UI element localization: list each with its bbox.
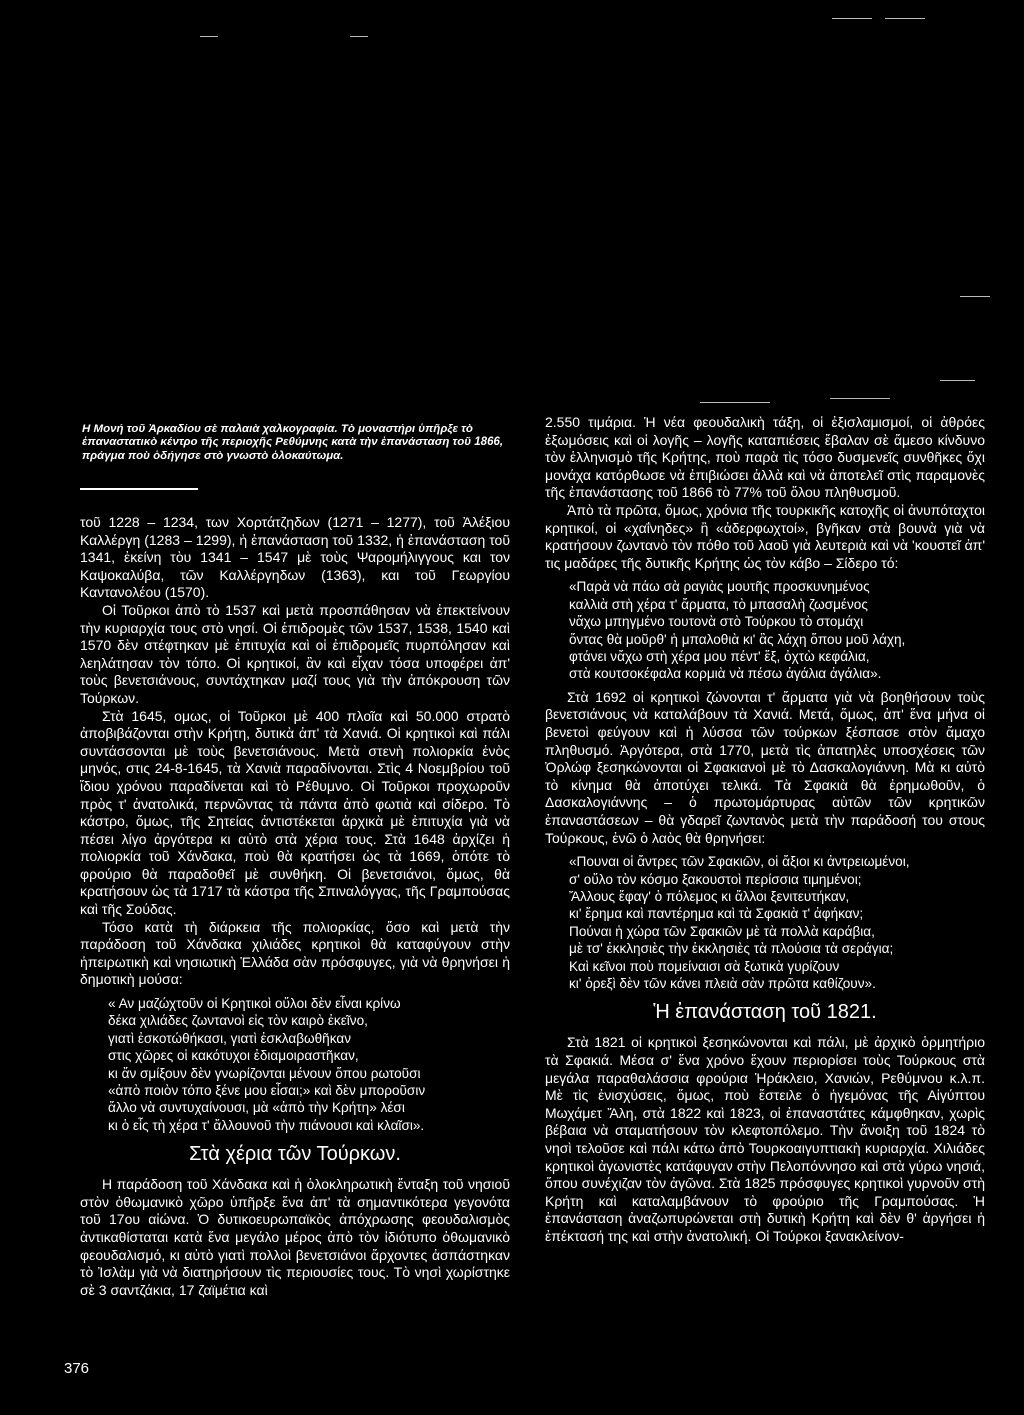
poem-line: Πούναι ἡ χώρα τῶν Σφακιῶν μὲ τὰ πολλὰ καράβια, [569,923,875,939]
poem-line: δέκα χιλιάδες ζωντανοὶ εἰς τὸν καιρὸ ἐκεῖνο, [108,1013,368,1029]
paragraph: Στὰ 1645, ομως, οἱ Τοῦρκοι μὲ 400 πλοῖα καὶ 50.000 στρατὸ ἀποβιβάζονται στὴν Κρήτη, δυτικὰ ἀπ' τὰ Χανιά. Οἱ κρητικοὶ καὶ πάλι συντάσσονται μὲ τοὺς βενετσιάνους. Μετὰ στενὴ πολιορκία ἑνὸς μηνός, στις 24-8-1645, τὰ Χανιὰ παραδίνονται. Στὶς 4 Νοεμβρίου τοῦ ἴδιου χρόνου παραδίνεται καὶ τὸ Ρέθυμνο. Οἱ Τοῦρκοι προχωροῦν πρὸς τ' ἀνατολικά, περνῶντας τὰ πάντα ἀπὸ φωτιὰ καὶ σίδερο. Τὸ κάστρο, ὅμως, τῆς Σητείας ἀντιστέκεται ἀρχικὰ μὲ ἐπιτυχία γιὰ νὰ πέσει λίγο ἀργότερα κι αὐτὸ στὰ χέρια τους. Στὰ 1648 ἀρχίζει ἡ πολιορκία τοῦ Χάνδακα, ποὺ θὰ κρατήσει ὡς τὰ 1669, ὁπότε τὸ φρούριο θὰ παραδοθεῖ μὲ συνθήκη. Οἱ βενετσιάνοι, ὅμως, θὰ κρατήσουν ὡς τὰ 1717 τὰ κάστρα τῆς Σπιναλόγγας, τῆς Γραμπούσας καὶ τῆς Σούδας. [80,707,510,918]
scan-mark [960,296,990,297]
right-column [545,414,985,1246]
folk-poem [569,578,985,682]
poem-line: «ἀπὸ ποιὸν τόπο ξένε μου εἶσαι;» καὶ δὲν μποροῦσιν [108,1083,426,1099]
scan-mark [350,36,368,37]
scan-mark [700,402,770,403]
poem-line: γιατὶ ἐσκοτώθήκασι, γιατὶ ἐσκλαβωθῆκαν [108,1030,352,1046]
folk-poem [108,995,510,1134]
poem-line: νἄχω μπηγμένο τουτονὰ στὸ Τούρκου τὸ στομάχι [569,614,864,630]
scan-mark [885,18,925,19]
scan-mark [940,380,975,381]
poem-line: φτάνει νἄχω στὴ χέρα μου πέντ' ἕξ, ὀχτὼ κεφάλια, [569,648,870,664]
poem-line: Καὶ κεῖνοι ποὺ πομείναισι σὰ ξωτικὰ γυρίζουν [569,958,840,974]
section-heading: Στὰ χέρια τῶν Τούρκων. [189,1143,401,1166]
poem-line: κι' ἔρημα καὶ παντέρημα καὶ τὰ Σφακιὰ τ' ἀφήκαν; [569,906,864,922]
poem-line: καλλιὰ στὴ χέρα τ' ἄρματα, τὸ μπασαλὴ ζωσμένος [569,596,868,612]
poem-line: ἄλλο νὰ συντυχαίνουσι, μὰ «ἀπὸ τὴν Κρήτη» λέσι [108,1100,405,1116]
section-heading: Ἡ ἐπανάσταση τοῦ 1821. [653,1001,877,1024]
scan-mark [830,398,890,399]
paragraph: Στὰ 1821 οἱ κρητικοὶ ξεσηκώνονται καὶ πάλι, μὲ ἀρχικὸ ὁρμητήριο τὰ Σφακιά. Μέσα σ' ἕνα χρόνο ἔχουν περιορίσει τοὺς Τούρκους στὰ μεγάλα παραθαλάσσια φρούρια Ἡράκλειο, Χανιών, Ρεθύμνου κ.λ.π. Μὲ τὶς ἐνισχύσεις, ὅμως, ποὺ ἔστειλε ὁ ἡγεμόνας τῆς Αἰγύπτου Μωχάμετ Ἄλη, στὰ 1822 καὶ 1823, οἱ ἐπαναστάτες κάμφθηκαν, χωρὶς βέβαια νὰ σταματήσουν τὸν κλεφτοπόλεμο. Τὴν ἄνοιξη τοῦ 1824 τὸ νησὶ τελοῦσε καὶ πάλι κάτω ἀπὸ Τουρκοαιγυπτιακὴ κυριαρχία. Χιλιάδες κρητικοὶ ἀγωνιστὲς κατάφυγαν στὴν Πελοπόννησο καὶ στὰ γύρω νησιά, ὅπου συνέχιζαν τὸν ἀγῶνα. Στὰ 1825 πρόσφυγες κρητικοὶ γυρνοῦν στὴ Κρήτη καὶ καταλαμβάνουν τὸ φρούριο τῆς Γραμπούσας. Ἡ ἐπανάσταση ἀναζωπυρώνεται στὴ δυτικὴ Κρήτη καὶ δὲν θ' ἀργήσει ἡ ἐπέκτασή της καὶ στὴν ἀνατολική. Οἱ Τούρκοι ξανακλείνον- [545,1034,986,1244]
paragraph: τοῦ 1228 – 1234, των Χορτάτζηδων (1271 – 1277), τοῦ Ἀλέξιου Καλλέργη (1283 – 1299), ἡ ἐπανάσταση τοῦ 1332, ἡ ἐπανάσταση τοῦ 1341, ἐκείνη τὸυ 1341 – 1547 μὲ τοὺς Ψαρομήλιγγους και τον Καψοκαλύβα, τῶν Καλλέργηδων (1363), και τοῦ Γεωργίου Καντανολέου (1570). [80,514,510,601]
poem-line: κι ὁ εἷς τὴ χέρα τ' ἄλλουνοῦ τὴν πιάνουσι καὶ κλαῖσι». [108,1117,425,1133]
poem-line: στὰ κουτσοκέφαλα κορμιὰ νὰ πέσω ἀγάλια ἀγάλια». [569,666,882,682]
poem-line: κι' ὀρεξὶ δὲν τῶν κάνει πλειὰ σὰν πρῶτα καθίζουν». [569,975,876,991]
folk-poem [569,853,985,992]
figure-caption: Η Μονή τοῦ Ἀρκαδίου σὲ παλαιὰ χαλκογραφία. Τὸ μοναστήρι ὑπῆρξε τὸ ἐπαναστατικὸ κέντρο τῆς περιοχῆς Ρεθύμνης κατὰ τὴν ἐπανάσταση τοῦ 1866, πράγμα ποὺ ὁδήγησε στὸ γνωστὸ ὁλοκαύτωμα. [82,423,504,462]
paragraph: 2.550 τιμάρια. Ἡ νέα φεουδαλικὴ τάξη, οἱ ἐξισλαμισμοί, οἱ ἀθρόες ἐξωμόσεις καὶ οἱ λογῆς – λογῆς καταπιέσεις ἔβαλαν σὲ ἄμεσο κίνδυνο τὸν ἑλληνισμὸ τῆς Κρήτης, ποὺ παρὰ τὶς τόσο δυσμενεῖς συνθῆκες ὄχι μονάχα κατόρθωσε νὰ ἐπιβιώσει ἀλλὰ καὶ νὰ ἀποτελεῖ στὶς παραμονὲς τῆς ἐπανάστασης τοῦ 1866 τὸ 77% τοῦ ὅλου πληθυσμοῦ. [545,414,985,501]
scan-mark [832,18,872,19]
poem-line: ὄντας θὰ μοῦρθ' ἡ μπαλοθιὰ κι' ἂς λάχη ὅπου μοῦ λάχη, [569,631,906,647]
poem-line: Ἄλλους ἔφαγ' ὁ πόλεμος κι ἄλλοι ξενιτευτήκαν, [569,888,850,904]
paragraph: Ἀπὸ τὰ πρῶτα, ὅμως, χρόνια τῆς τουρκικῆς κατοχῆς οἱ ἀνυπόταχτοι κρητικοί, οἱ «χαΐνηδες» ἢ «ἀδερφωχτοί», βγῆκαν στὰ βουνὰ γιὰ νὰ κρατήσουν ζωντανὸ τὸν πόθο τοῦ λαοῦ γιὰ λευτεριὰ καὶ νὰ 'κουστεῖ ἀπ' τις μαδάρες τῆς δυτικῆς Κρήτης ὡς τὸν κάβο – Σίδερο τό: [545,501,985,571]
poem-line: μὲ τσ' ἐκκλησιὲς τὴν ἐκκλησιὲς τὰ πλούσια τὰ σεράγια; [569,941,894,957]
paragraph: Στὰ 1692 οἱ κρητικοὶ ζώνονται τ' ἄρματα γιὰ νὰ βοηθήσουν τοὺς βενετσιάνους νὰ καταλάβουν τὰ Χανιά. Μετά, ὅμως, ἀπ' ἕνα μήνα οἱ βενετοὶ φεύγουν καὶ ἡ λύσσα τῶν τούρκων ξέσπασε στὸν ἄμαχο πληθυσμό. Ἀργότερα, στὰ 1770, μετὰ τὶς ἀπατηλὲς υποσχέσεις τῶν Ὀρλώφ ξεσηκώνονται οἱ Σφακιανοὶ μὲ τὸ Δασκαλογιάννη. Μὰ κι αὐτὸ τὸ κίνημα θὰ ἀποτύχει τελικά. Τὰ Σφακιὰ θὰ ἐρημωθοῦν, ὁ Δασκαλογιάννης – ὁ πρωτομάρτυρας αὐτῶν τῶν κρητικῶν ἐπαναστάσεων – θὰ γδαρεῖ ζωντανὸς μετὰ τὴν παράδοσή του στους Τούρκους, ἐνῶ ὁ λαὸς θὰ θρηνήσει: [545,688,985,846]
paragraph: Τόσο κατὰ τὴ διάρκεια τῆς πολιορκίας, ὅσο καὶ μετὰ τὴν παράδοση τοῦ Χάνδακα χιλιάδες κρητικοὶ θὰ καταφύγουν στὴν ἠπειρωτικὴ καὶ νησιωτικὴ Ἑλλάδα σὰν πρόσφυγες, γιὰ νὰ θρηνήσει ἡ δημοτικὴ μούσα: [80,918,510,988]
poem-line: στις χῶρες οἱ κακότυχοι ἐδιαμοιραστῆκαν, [108,1048,359,1064]
poem-line: σ' οὕλο τὸν κόσμο ξακουστοὶ περίσσια τιμημένοι; [569,871,862,887]
left-column [80,514,510,1299]
scan-mark [200,36,218,37]
poem-line: «Πουναι οἱ ἄντρες τῶν Σφακιῶν, οἱ ἄξιοι κι ἀντρειωμένοι, [569,854,910,870]
page-number: 376 [64,1360,90,1377]
paragraph: Η παράδοση τοῦ Χάνδακα καὶ ἡ ὁλοκληρωτικὴ ἔνταξη τοῦ νησιοῦ στὸν ὀθωμανικὸ χῶρο ὑπῆρξε ἕνα ἀπ' τὰ σημαντικότερα γεγονότα τοῦ 17ου αἰώνα. Ὁ δυτικοευρωπαϊκὸς ἀπόχρωσης φεουδαλισμὸς ἀντικαθίσταται κατὰ ἕνα μεγάλο μέρος ἀπὸ τὸν ἰδιότυπο ὀθωμανικὸ φεουδαλισμό, κι αὐτὸ γιατὶ πολλοὶ βενετσιάνοι ἄρχοντες ἀσπάστηκαν τὸ Ἰσλὰμ γιὰ νὰ διατηρήσουν τὶς περιουσίες τους. Τὸ νησὶ χωρίστηκε σὲ 3 σαντζάκια, 17 ζαϊμέτια καὶ [80,1176,510,1298]
poem-line: «Παρὰ νὰ πάω σὰ ραγιὰς μουτῆς προσκυνημένος [569,579,870,595]
caption-divider [80,488,198,490]
paragraph: Οἱ Τοῦρκοι ἀπὸ τὸ 1537 καὶ μετὰ προσπάθησαν νὰ ἐπεκτείνουν τὴν κυριαρχία τους στὸ νησί. Οἱ ἐπιδρομὲς τῶν 1537, 1538, 1540 καὶ 1570 δὲν στέφτηκαν μὲ ἐπιτυχία καὶ οἱ ἐπιδρομεῖς πυρπόλησαν καὶ λεηλάτησαν τὸν τόπο. Οἱ κρητικοί, ἂν καὶ εἶχαν τόσα υποφέρει ἀπ' τοὺς βενετσιάνους, συντάχτηκαν μαζί τους γιὰ τὴν ἀπόκρουση τῶν Τούρκων. [80,601,510,706]
poem-line: κι ἄν σμίξουν δὲν γνωρίζονται μένουν ὅπου ρωτοῦσι [108,1065,421,1081]
poem-line: « Αν μαζώχτοῦν οἱ Κρητικοὶ οὕλοι δὲν εἶναι κρίνω [108,996,401,1012]
